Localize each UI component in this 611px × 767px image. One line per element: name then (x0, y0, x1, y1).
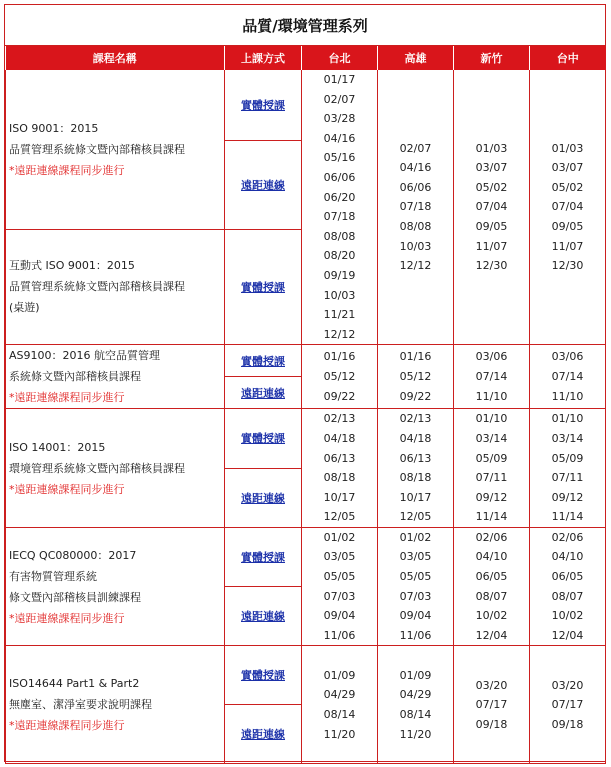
remote-link[interactable]: 遠距連線 (241, 491, 285, 505)
date-item: 12/05 (323, 510, 356, 524)
dates-hsinchu-iso14001 (454, 409, 530, 528)
date-item: 01/09 (399, 668, 432, 682)
date-item: 06/13 (323, 451, 356, 465)
date-item: 05/12 (399, 370, 432, 384)
inperson-link[interactable]: 實體授課 (241, 98, 285, 112)
date-item: 08/18 (323, 471, 356, 485)
table-row (6, 527, 606, 586)
date-item: 01/16 (323, 350, 356, 364)
inperson-link[interactable]: 實體授課 (241, 432, 285, 446)
date-item: 09/05 (551, 219, 584, 233)
dates-hsinchu-as9100 (454, 345, 530, 409)
date-item: 03/28 (323, 112, 356, 126)
date-item: 08/08 (323, 229, 356, 243)
date-item: 12/30 (551, 259, 584, 273)
date-item: 02/13 (323, 412, 356, 426)
inperson-link[interactable]: 實體授課 (241, 669, 285, 683)
dates-taipei-iso9001 (302, 70, 378, 345)
course-name-iso14644: ISO14644 Part1 & Part2 無塵室、潔淨室要求說明課程 *遠距連線課程同步進行 (6, 646, 225, 764)
date-item: 03/20 (475, 678, 508, 692)
remote-link[interactable]: 遠距連線 (241, 610, 285, 624)
date-item: 03/07 (551, 161, 584, 175)
header-taichung: 台中 (530, 46, 606, 70)
date-item: 05/02 (551, 180, 584, 194)
inperson-link[interactable]: 實體授課 (241, 551, 285, 565)
date-item: 06/05 (551, 570, 584, 584)
date-item: 09/12 (551, 490, 584, 504)
table-row (6, 70, 606, 140)
date-item: 09/19 (323, 268, 356, 282)
dates-taichung-as9100 (530, 345, 606, 409)
date-item: 09/12 (475, 490, 508, 504)
date-item: 02/06 (475, 530, 508, 544)
remote-link[interactable]: 遠距連線 (241, 178, 285, 192)
date-item: 11/06 (323, 628, 356, 642)
inperson-link[interactable]: 實體授課 (241, 354, 285, 368)
header-delivery-mode: 上課方式 (225, 46, 302, 70)
date-item: 07/11 (475, 471, 508, 485)
date-item: 01/03 (551, 141, 584, 155)
date-item: 07/04 (475, 200, 508, 214)
date-item: 01/02 (323, 530, 356, 544)
mode-cell (225, 345, 302, 377)
date-item: 10/03 (399, 239, 432, 253)
date-item: 03/06 (475, 350, 508, 364)
mode-cell (225, 646, 302, 705)
date-item: 01/03 (475, 141, 508, 155)
date-item: 05/16 (323, 151, 356, 165)
dates-kaohsiung-as9100 (378, 345, 454, 409)
date-item: 03/14 (475, 431, 508, 445)
dates-kaohsiung-iso14001 (378, 409, 454, 528)
remote-note: *遠距連線課程同步進行 (9, 611, 125, 625)
dates-hsinchu-iso14644 (454, 646, 530, 764)
date-item: 11/10 (551, 389, 584, 403)
remote-link[interactable]: 遠距連線 (241, 728, 285, 742)
date-item: 05/09 (475, 451, 508, 465)
date-item: 09/18 (551, 717, 584, 731)
date-item: 12/05 (399, 510, 432, 524)
date-item: 03/14 (551, 431, 584, 445)
date-item: 03/20 (551, 678, 584, 692)
date-item: 09/05 (475, 219, 508, 233)
date-item: 07/17 (551, 698, 584, 712)
date-item: 04/18 (399, 431, 432, 445)
mode-cell (225, 70, 302, 140)
mode-cell (225, 409, 302, 468)
date-item: 07/14 (475, 370, 508, 384)
date-item: 01/10 (551, 412, 584, 426)
date-item: 12/30 (475, 259, 508, 273)
remote-note: *遠距連線課程同步進行 (9, 719, 125, 733)
date-item: 07/11 (551, 471, 584, 485)
table-row (6, 409, 606, 468)
date-item: 08/18 (399, 471, 432, 485)
date-item: 08/14 (399, 707, 432, 721)
date-item: 09/22 (399, 389, 432, 403)
date-item: 04/29 (323, 688, 356, 702)
course-name-iso14001: ISO 14001：2015 環境管理系統條文暨內部稽核員課程 *遠距連線課程同步進行 (6, 409, 225, 528)
remote-note: *遠距連線課程同步進行 (9, 391, 125, 405)
header-taipei: 台北 (302, 46, 378, 70)
mode-cell (225, 705, 302, 764)
mode-cell (225, 468, 302, 527)
dates-hsinchu-iso9001 (454, 70, 530, 345)
course-schedule-panel (4, 4, 606, 762)
table-header-row (6, 46, 606, 70)
dates-taipei-as9100 (302, 345, 378, 409)
page-title: 品質/環境管理系列 (5, 5, 605, 46)
date-item: 12/12 (399, 259, 432, 273)
date-item: 11/07 (551, 239, 584, 253)
date-item: 01/10 (475, 412, 508, 426)
mode-cell (225, 377, 302, 409)
date-item: 10/17 (323, 490, 356, 504)
date-item: 09/18 (475, 717, 508, 731)
date-item: 01/02 (399, 530, 432, 544)
date-item: 11/20 (399, 727, 432, 741)
date-item: 05/05 (399, 570, 432, 584)
date-item: 04/10 (551, 550, 584, 564)
date-item: 04/16 (399, 161, 432, 175)
date-item: 08/07 (475, 589, 508, 603)
header-kaohsiung: 高雄 (378, 46, 454, 70)
date-item: 12/04 (475, 628, 508, 642)
date-item: 12/12 (323, 327, 356, 341)
mode-cell (225, 587, 302, 646)
date-item: 11/10 (475, 389, 508, 403)
dates-taichung-iso9001 (530, 70, 606, 345)
date-item: 08/08 (399, 219, 432, 233)
date-item: 06/06 (323, 170, 356, 184)
course-name-iso9001-interactive: 互動式 ISO 9001：2015 品質管理系統條文暨內部稽核員課程 (桌遊) (6, 229, 225, 345)
date-item: 11/14 (551, 510, 584, 524)
dates-kaohsiung-iso9001 (378, 70, 454, 345)
date-item: 05/12 (323, 370, 356, 384)
header-course-name: 課程名稱 (6, 46, 225, 70)
mode-cell (225, 140, 302, 229)
date-item: 05/02 (475, 180, 508, 194)
dates-hsinchu-iecq (454, 527, 530, 646)
date-item: 06/20 (323, 190, 356, 204)
remote-note: *遠距連線課程同步進行 (9, 482, 125, 496)
date-item: 01/16 (399, 350, 432, 364)
dates-taichung-iecq (530, 527, 606, 646)
date-item: 06/13 (399, 451, 432, 465)
date-item: 05/05 (323, 570, 356, 584)
dates-kaohsiung-iecq (378, 527, 454, 646)
date-item: 11/14 (475, 510, 508, 524)
date-item: 10/03 (323, 288, 356, 302)
date-item: 02/06 (551, 530, 584, 544)
date-item: 10/02 (551, 609, 584, 623)
course-name-iecq: IECQ QC080000：2017 有害物質管理系統 條文暨內部稽核員訓練課程 *遠距連線課程同步進行 (6, 527, 225, 646)
dates-taipei-iecq (302, 527, 378, 646)
date-item: 08/20 (323, 249, 356, 263)
date-item: 04/18 (323, 431, 356, 445)
dates-taichung-iso14644 (530, 646, 606, 764)
date-item: 12/04 (551, 628, 584, 642)
date-item: 06/06 (399, 180, 432, 194)
date-item: 07/03 (399, 589, 432, 603)
inperson-link[interactable]: 實體授課 (241, 280, 285, 294)
date-item: 11/21 (323, 308, 356, 322)
date-item: 07/18 (323, 210, 356, 224)
date-item: 03/07 (475, 161, 508, 175)
dates-taipei-iso14644 (302, 646, 378, 764)
date-item: 06/05 (475, 570, 508, 584)
date-item: 09/04 (323, 609, 356, 623)
date-item: 07/18 (399, 200, 432, 214)
dates-kaohsiung-iso14644 (378, 646, 454, 764)
date-item: 07/04 (551, 200, 584, 214)
date-item: 07/14 (551, 370, 584, 384)
date-item: 07/17 (475, 698, 508, 712)
table-row (6, 646, 606, 705)
date-item: 03/06 (551, 350, 584, 364)
date-item: 04/10 (475, 550, 508, 564)
date-item: 01/17 (323, 73, 356, 86)
date-item: 08/07 (551, 589, 584, 603)
date-item: 11/07 (475, 239, 508, 253)
date-item: 09/22 (323, 389, 356, 403)
mode-cell (225, 527, 302, 586)
date-item: 03/05 (399, 550, 432, 564)
mode-cell (225, 229, 302, 345)
course-name-iso9001: ISO 9001：2015 品質管理系統條文暨內部稽核員課程 *遠距連線課程同步進行 (6, 70, 225, 229)
schedule-table (5, 46, 606, 764)
table-row (6, 345, 606, 377)
date-item: 10/02 (475, 609, 508, 623)
dates-taipei-iso14001 (302, 409, 378, 528)
date-item: 11/20 (323, 727, 356, 741)
date-item: 08/14 (323, 707, 356, 721)
course-name-as9100: AS9100：2016 航空品質管理 系統條文暨內部稽核員課程 *遠距連線課程同步進行 (6, 345, 225, 409)
date-item: 02/07 (399, 141, 432, 155)
date-item: 05/09 (551, 451, 584, 465)
date-item: 04/29 (399, 688, 432, 702)
header-hsinchu: 新竹 (454, 46, 530, 70)
date-item: 10/17 (399, 490, 432, 504)
date-item: 09/04 (399, 609, 432, 623)
remote-link[interactable]: 遠距連線 (241, 386, 285, 400)
date-item: 11/06 (399, 628, 432, 642)
date-item: 03/05 (323, 550, 356, 564)
date-item: 01/09 (323, 668, 356, 682)
date-item: 07/03 (323, 589, 356, 603)
date-item: 02/07 (323, 92, 356, 106)
remote-note: *遠距連線課程同步進行 (9, 163, 125, 177)
date-item: 04/16 (323, 131, 356, 145)
date-item: 02/13 (399, 412, 432, 426)
dates-taichung-iso14001 (530, 409, 606, 528)
